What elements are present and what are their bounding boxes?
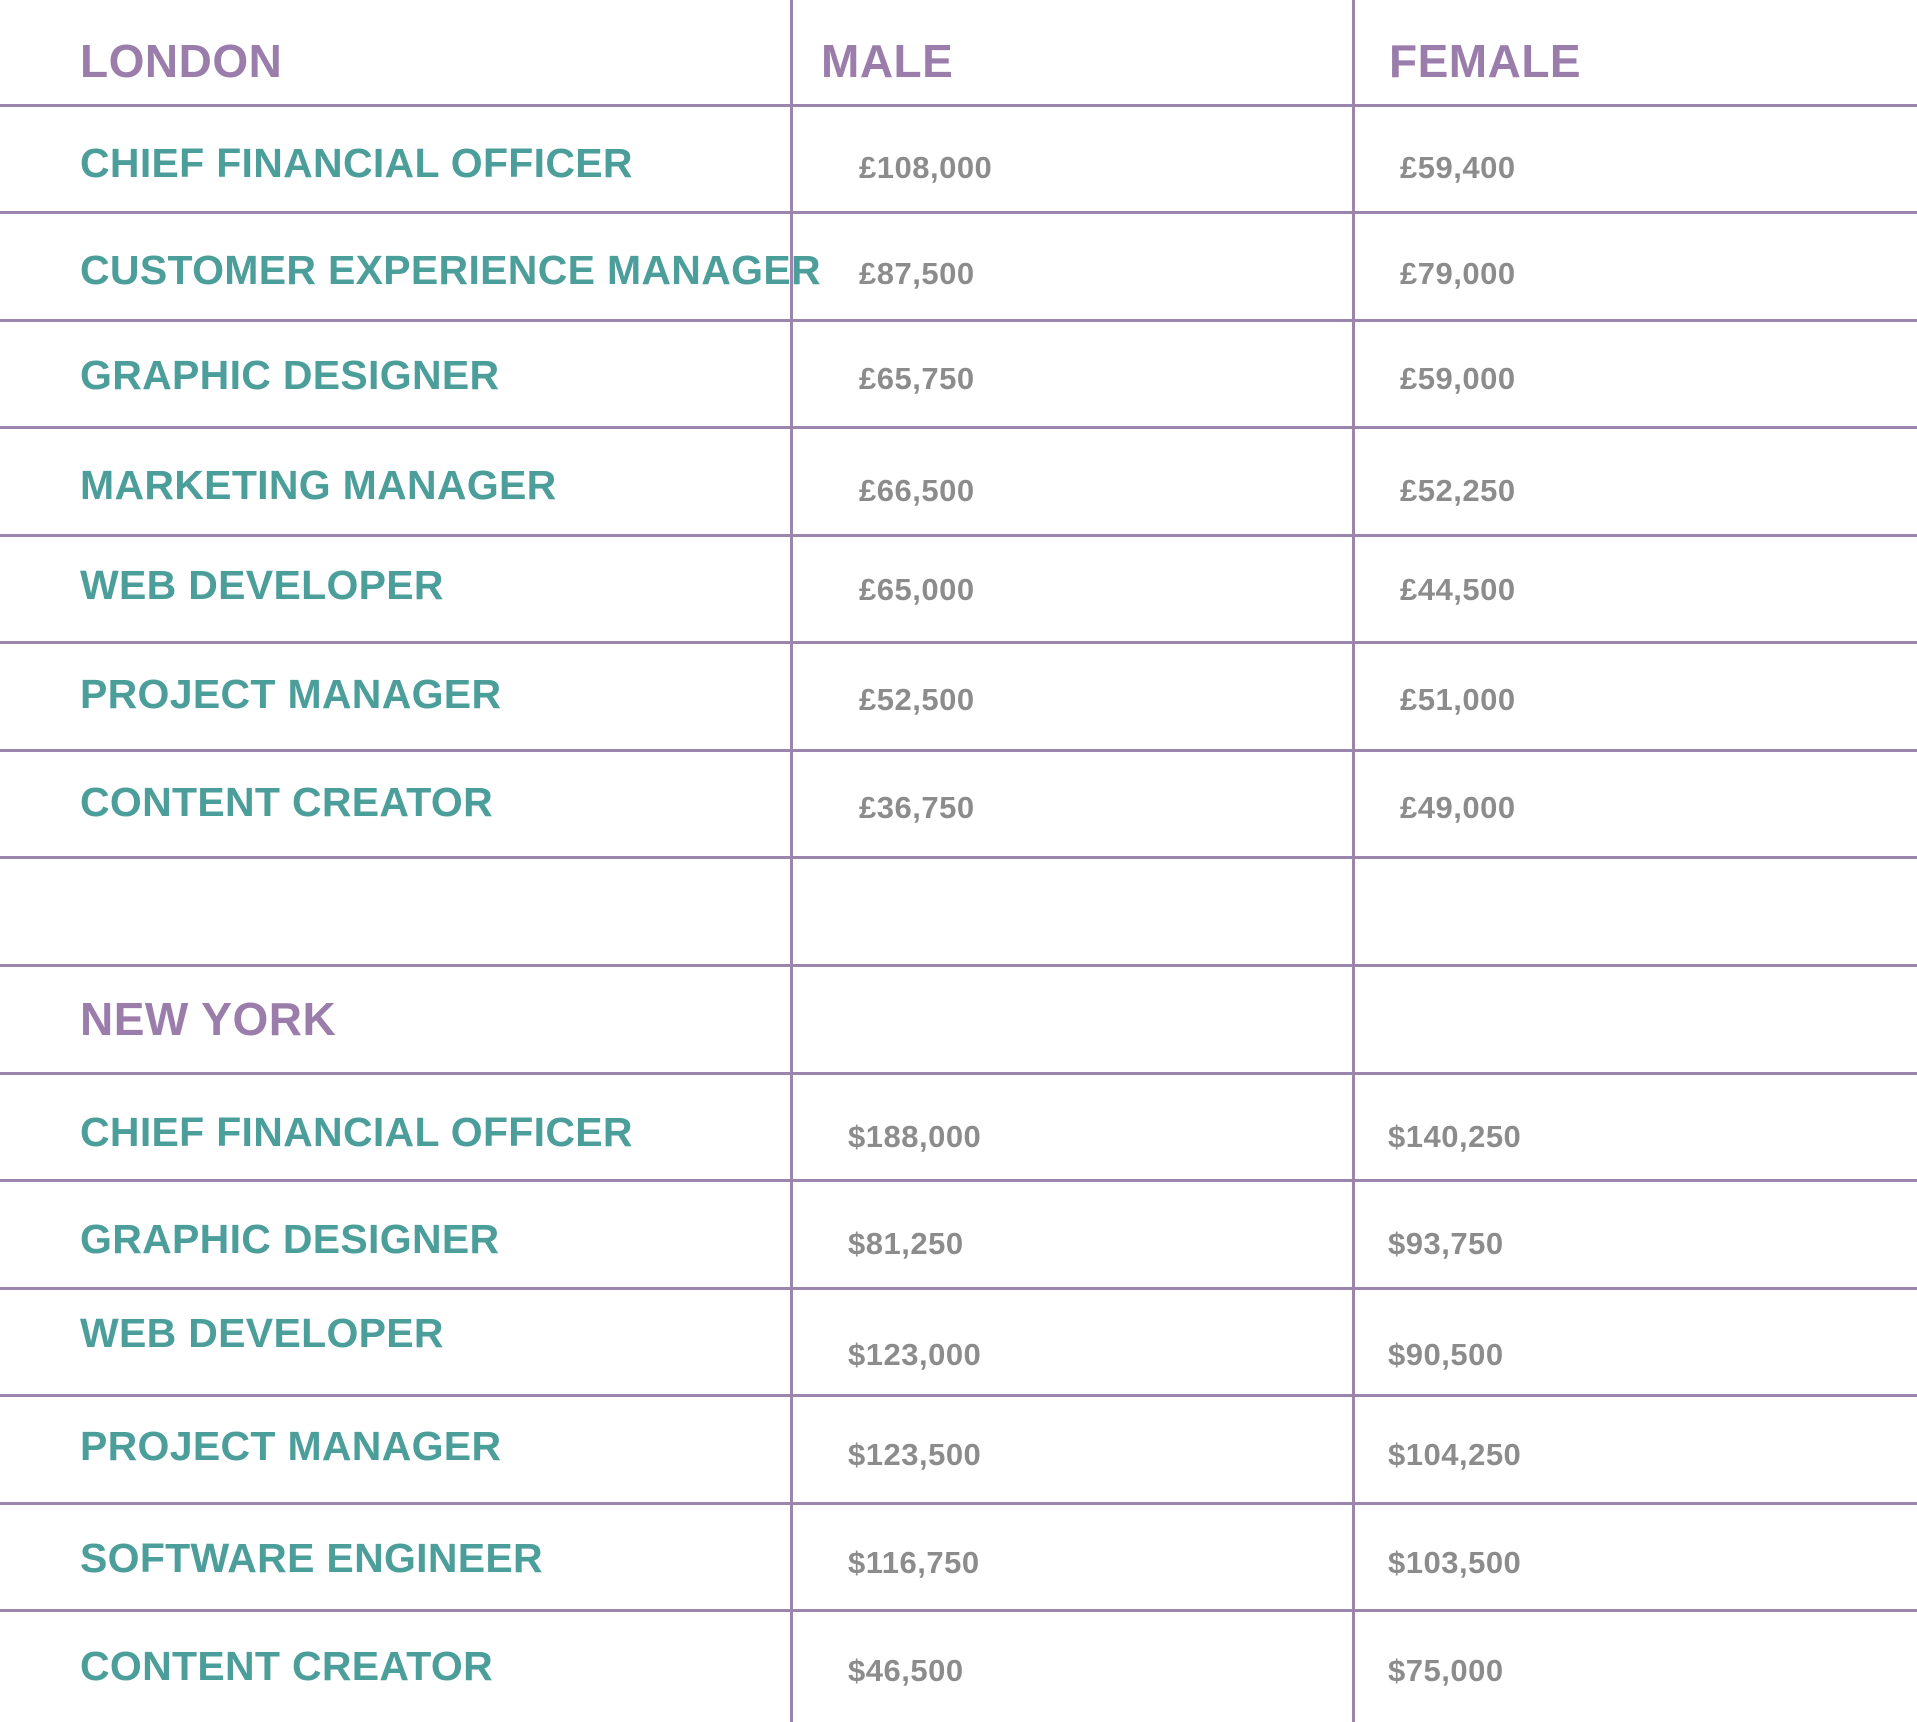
row-divider — [0, 104, 1917, 107]
newyork-role: PROJECT MANAGER — [80, 1423, 502, 1469]
london-male-salary: £52,500 — [859, 682, 975, 717]
row-divider — [0, 426, 1917, 429]
newyork-role: SOFTWARE ENGINEER — [80, 1535, 543, 1581]
london-role: CUSTOMER EXPERIENCE MANAGER — [80, 247, 821, 293]
row-divider — [0, 1179, 1917, 1182]
row-divider — [0, 1609, 1917, 1612]
newyork-female-salary: $103,500 — [1388, 1545, 1522, 1580]
row-divider — [0, 641, 1917, 644]
row-divider — [0, 534, 1917, 537]
row-divider — [0, 1287, 1917, 1290]
row-divider — [0, 749, 1917, 752]
london-male-salary: £108,000 — [859, 150, 993, 185]
london-female-salary: £44,500 — [1400, 572, 1516, 607]
header-city-new-york: NEW YORK — [80, 993, 337, 1045]
london-role: CHIEF FINANCIAL OFFICER — [80, 140, 633, 186]
row-divider — [0, 964, 1917, 967]
newyork-male-salary: $116,750 — [848, 1545, 980, 1580]
header-city-london: LONDON — [80, 35, 283, 87]
row-divider — [0, 319, 1917, 322]
row-divider — [0, 1502, 1917, 1505]
london-male-salary: £65,000 — [859, 572, 975, 607]
newyork-female-salary: $140,250 — [1388, 1119, 1522, 1154]
london-male-salary: £36,750 — [859, 790, 975, 825]
london-male-salary: £65,750 — [859, 361, 975, 396]
newyork-female-salary: $104,250 — [1388, 1437, 1522, 1472]
london-role: GRAPHIC DESIGNER — [80, 352, 500, 398]
newyork-role: GRAPHIC DESIGNER — [80, 1216, 500, 1262]
newyork-male-salary: $188,000 — [848, 1119, 982, 1154]
london-female-salary: £79,000 — [1400, 256, 1516, 291]
newyork-male-salary: $46,500 — [848, 1653, 964, 1688]
header-female: FEMALE — [1389, 35, 1582, 87]
london-role: MARKETING MANAGER — [80, 462, 557, 508]
row-divider — [0, 211, 1917, 214]
header-male: MALE — [821, 35, 954, 87]
london-role: PROJECT MANAGER — [80, 671, 502, 717]
newyork-male-salary: $123,500 — [848, 1437, 982, 1472]
column-divider — [1352, 0, 1355, 1722]
newyork-role: CONTENT CREATOR — [80, 1643, 493, 1689]
london-female-salary: £59,400 — [1400, 150, 1516, 185]
row-divider — [0, 1394, 1917, 1397]
london-female-salary: £51,000 — [1400, 682, 1516, 717]
newyork-male-salary: $81,250 — [848, 1226, 964, 1261]
london-role: CONTENT CREATOR — [80, 779, 493, 825]
newyork-male-salary: $123,000 — [848, 1337, 982, 1372]
newyork-role: CHIEF FINANCIAL OFFICER — [80, 1109, 633, 1155]
row-divider — [0, 856, 1917, 859]
london-female-salary: £59,000 — [1400, 361, 1516, 396]
row-divider — [0, 1072, 1917, 1075]
newyork-female-salary: $75,000 — [1388, 1653, 1504, 1688]
london-female-salary: £49,000 — [1400, 790, 1516, 825]
newyork-female-salary: $93,750 — [1388, 1226, 1504, 1261]
london-role: WEB DEVELOPER — [80, 562, 444, 608]
newyork-female-salary: $90,500 — [1388, 1337, 1504, 1372]
newyork-role: WEB DEVELOPER — [80, 1310, 444, 1356]
london-male-salary: £87,500 — [859, 256, 975, 291]
london-male-salary: £66,500 — [859, 473, 975, 508]
london-female-salary: £52,250 — [1400, 473, 1516, 508]
